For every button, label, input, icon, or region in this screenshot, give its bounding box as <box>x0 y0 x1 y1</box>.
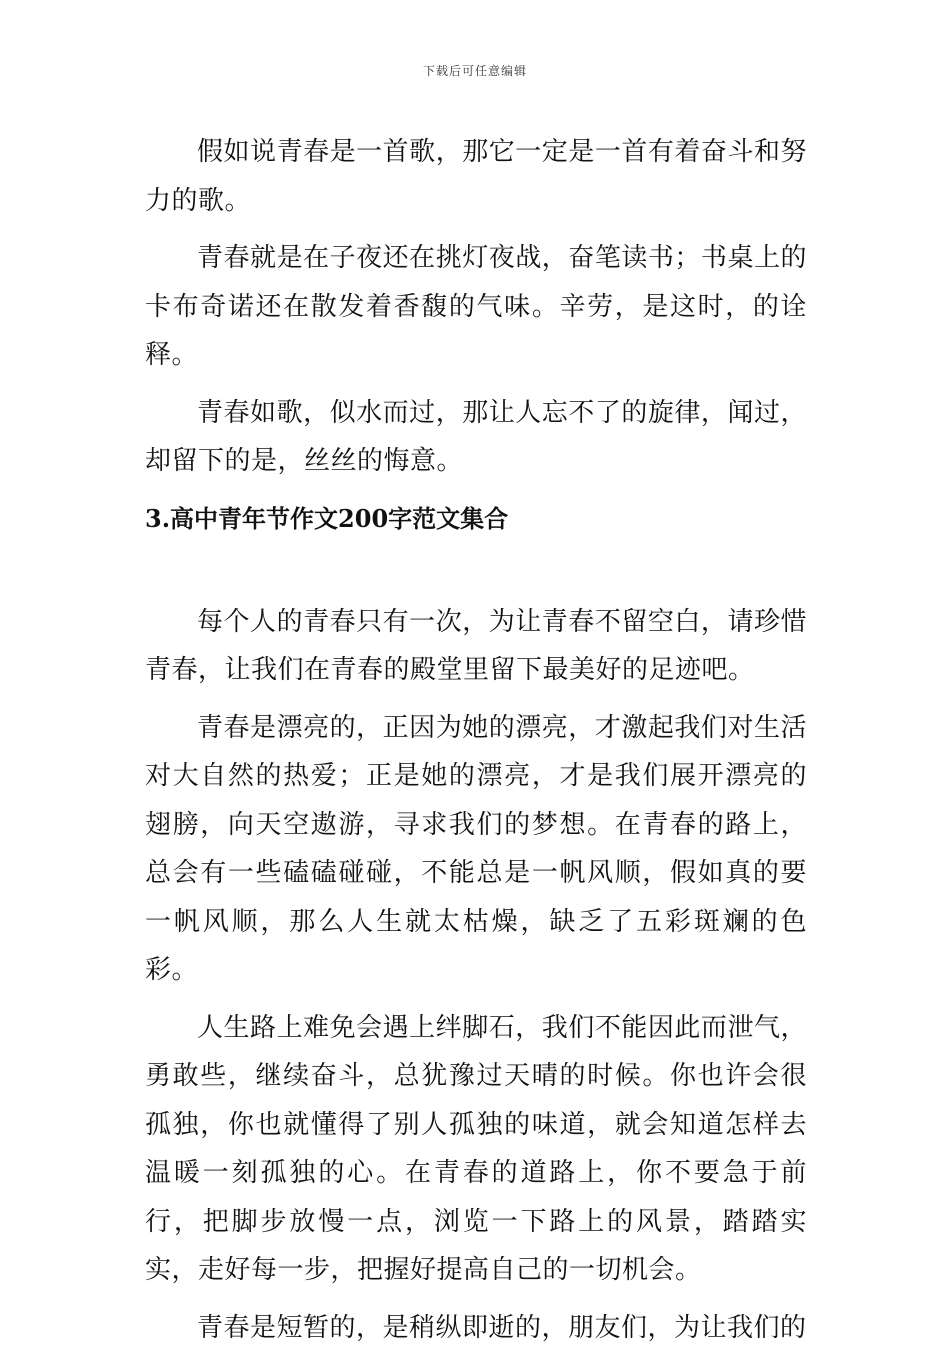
section-spacer <box>145 543 807 598</box>
document-body <box>145 128 807 1361</box>
paragraph: 青春是短暂的，是稍纵即逝的，朋友们，为让我们的 <box>197 1312 807 1343</box>
paragraph: 青春是漂亮的，正因为她的漂亮，才激起我们对生活对大自然的热爱；正是她的漂亮，才是我们展开漂亮的翅膀，向天空遨游，寻求我们的梦想。在青春的路上，总会有一些磕磕碰碰，不能总是一帆风顺，假如真的要一帆风顺，那么人生就太枯燥，缺乏了五彩斑斓的色彩。 <box>145 712 807 985</box>
page-header: 下载后可任意编辑 <box>422 64 527 78</box>
paragraph: 青春就是在子夜还在挑灯夜战，奋笔读书；书桌上的卡布奇诺还在散发着香馥的气味。辛劳，是这时，的诠释。 <box>145 243 807 370</box>
paragraph: 青春如歌，似水而过，那让人忘不了的旋律，闻过，却留下的是，丝丝的悔意。 <box>145 397 807 476</box>
paragraph: 假如说青春是一首歌，那它一定是一首有着奋斗和努力的歌。 <box>145 137 807 216</box>
section-heading: 3.高中青年节作文200字范文集合 <box>145 503 509 533</box>
paragraph: 每个人的青春只有一次，为让青春不留空白，请珍惜青春，让我们在青春的殿堂里留下最美好的足迹吧。 <box>145 606 807 685</box>
paragraph: 人生路上难免会遇上绊脚石，我们不能因此而泄气，勇敢些，继续奋斗，总犹豫过天晴的时候。你也许会很孤独，你也就懂得了别人孤独的味道，就会知道怎样去温暖一刻孤独的心。在青春的道路上，你不要急于前行，把脚步放慢一点，浏览一下路上的风景，踏踏实实，走好每一步，把握好提高自己的一切机会。 <box>145 1012 807 1285</box>
